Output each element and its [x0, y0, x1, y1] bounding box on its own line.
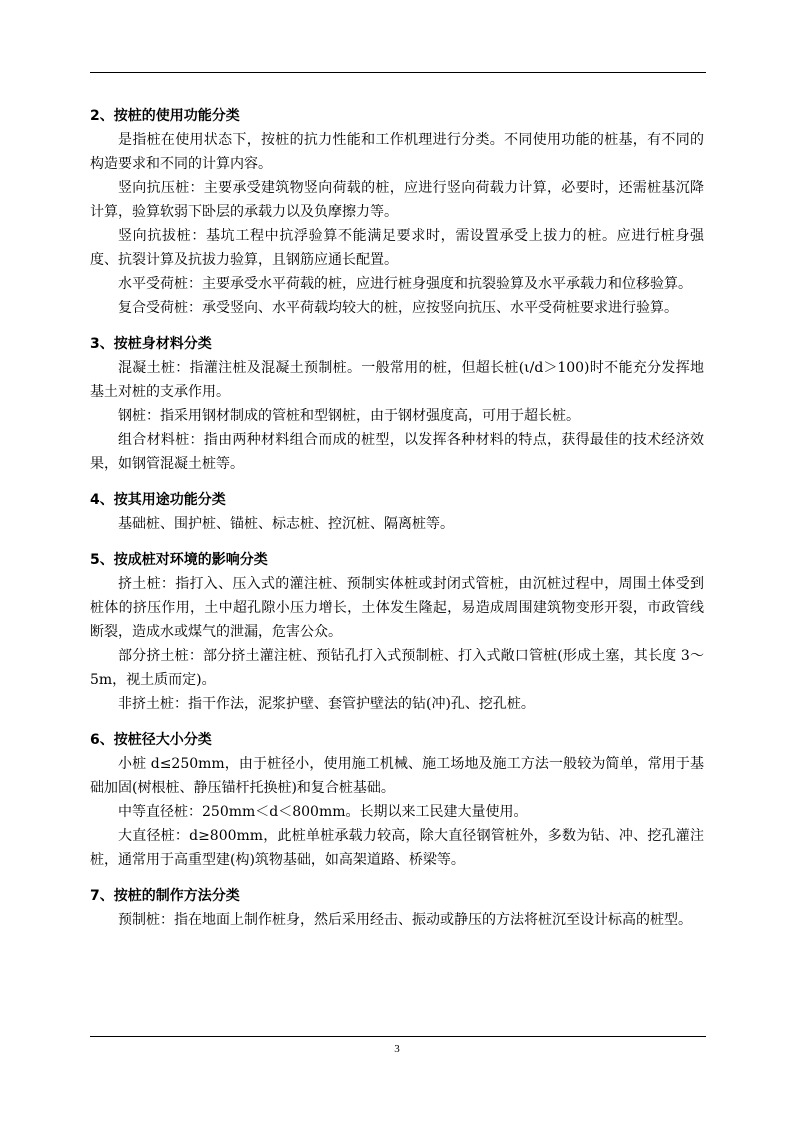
paragraph: 混凝土桩：指灌注桩及混凝土预制桩。一般常用的桩，但超长桩(ι/d＞100)时不能充分发挥地基土对桩的支承作用。 — [90, 360, 704, 400]
section-purpose — [90, 488, 704, 536]
paragraph: 中等直径桩：250mm＜d＜800mm。长期以来工民建大量使用。 — [118, 804, 528, 820]
paragraph: 竖向抗压桩：主要承受建筑物竖向荷载的桩，应进行竖向荷载力计算，必要时，还需桩基沉降计算，验算软弱下卧层的承载力以及负摩擦力等。 — [90, 180, 704, 220]
footer-rule — [90, 1036, 706, 1037]
paragraph: 非挤土桩：指干作法，泥浆护壁、套管护壁法的钻(冲)孔、挖孔桩。 — [118, 696, 535, 712]
section-environment-impact — [90, 548, 704, 716]
section-heading: 6、按桩径大小分类 — [90, 732, 212, 748]
section-heading: 3、按桩身材料分类 — [90, 336, 212, 352]
paragraph: 预制桩：指在地面上制作桩身，然后采用经击、振动或静压的方法将桩沉至设计标高的桩型。 — [118, 912, 692, 928]
page-number: 3 — [394, 1043, 400, 1055]
paragraph: 是指桩在使用状态下，按桩的抗力性能和工作机理进行分类。不同使用功能的桩基，有不同的构造要求和不同的计算内容。 — [90, 132, 704, 172]
paragraph: 组合材料桩：指由两种材料组合而成的桩型，以发挥各种材料的特点，获得最佳的技术经济效果，如钢管混凝土桩等。 — [90, 432, 704, 472]
paragraph: 挤土桩：指打入、压入式的灌注桩、预制实体桩或封闭式管桩，由沉桩过程中，周围土体受到桩体的挤压作用，土中超孔隙小压力增长，土体发生隆起，易造成周围建筑物变形开裂，市政管线断裂，造成水或煤气的泄漏，危害公众。 — [90, 576, 704, 640]
section-heading: 2、按桩的使用功能分类 — [90, 108, 240, 124]
paragraph: 部分挤土桩：部分挤土灌注桩、预钻孔打入式预制桩、打入式敞口管桩(形成土塞，其长度 3～5m，视土质而定)。 — [90, 648, 704, 688]
paragraph: 钢桩：指采用钢材制成的管桩和型钢桩，由于钢材强度高，可用于超长桩。 — [118, 408, 580, 424]
section-heading: 4、按其用途功能分类 — [90, 492, 226, 508]
paragraph: 小桩 d≤250mm，由于桩径小，使用施工机械、施工场地及施工方法一般较为简单，常用于基础加固(树根桩、静压锚杆托换桩)和复合桩基础。 — [90, 756, 704, 796]
section-production-method — [90, 884, 704, 932]
paragraph: 水平受荷桩：主要承受水平荷载的桩，应进行桩身强度和抗裂验算及水平承载力和位移验算。 — [118, 276, 692, 292]
paragraph: 基础桩、围护桩、锚桩、标志桩、控沉桩、隔离桩等。 — [118, 516, 454, 532]
paragraph: 大直径桩：d≥800mm，此桩单桩承载力较高，除大直径钢管桩外，多数为钻、冲、挖孔灌注桩，通常用于高重型建(构)筑物基础，如高架道路、桥梁等。 — [90, 828, 704, 868]
paragraph: 竖向抗拔桩：基坑工程中抗浮验算不能满足要求时，需设置承受上拔力的桩。应进行桩身强度、抗裂计算及抗拔力验算，且钢筋应通长配置。 — [90, 228, 704, 268]
paragraph: 复合受荷桩：承受竖向、水平荷载均较大的桩，应按竖向抗压、水平受荷桩要求进行验算。 — [118, 300, 678, 316]
document-body — [90, 104, 704, 944]
section-pile-diameter — [90, 728, 704, 872]
section-heading: 5、按成桩对环境的影响分类 — [90, 552, 268, 568]
section-heading: 7、按桩的制作方法分类 — [90, 888, 240, 904]
section-use-function — [90, 104, 704, 320]
header-rule — [90, 72, 706, 73]
section-pile-material — [90, 332, 704, 476]
